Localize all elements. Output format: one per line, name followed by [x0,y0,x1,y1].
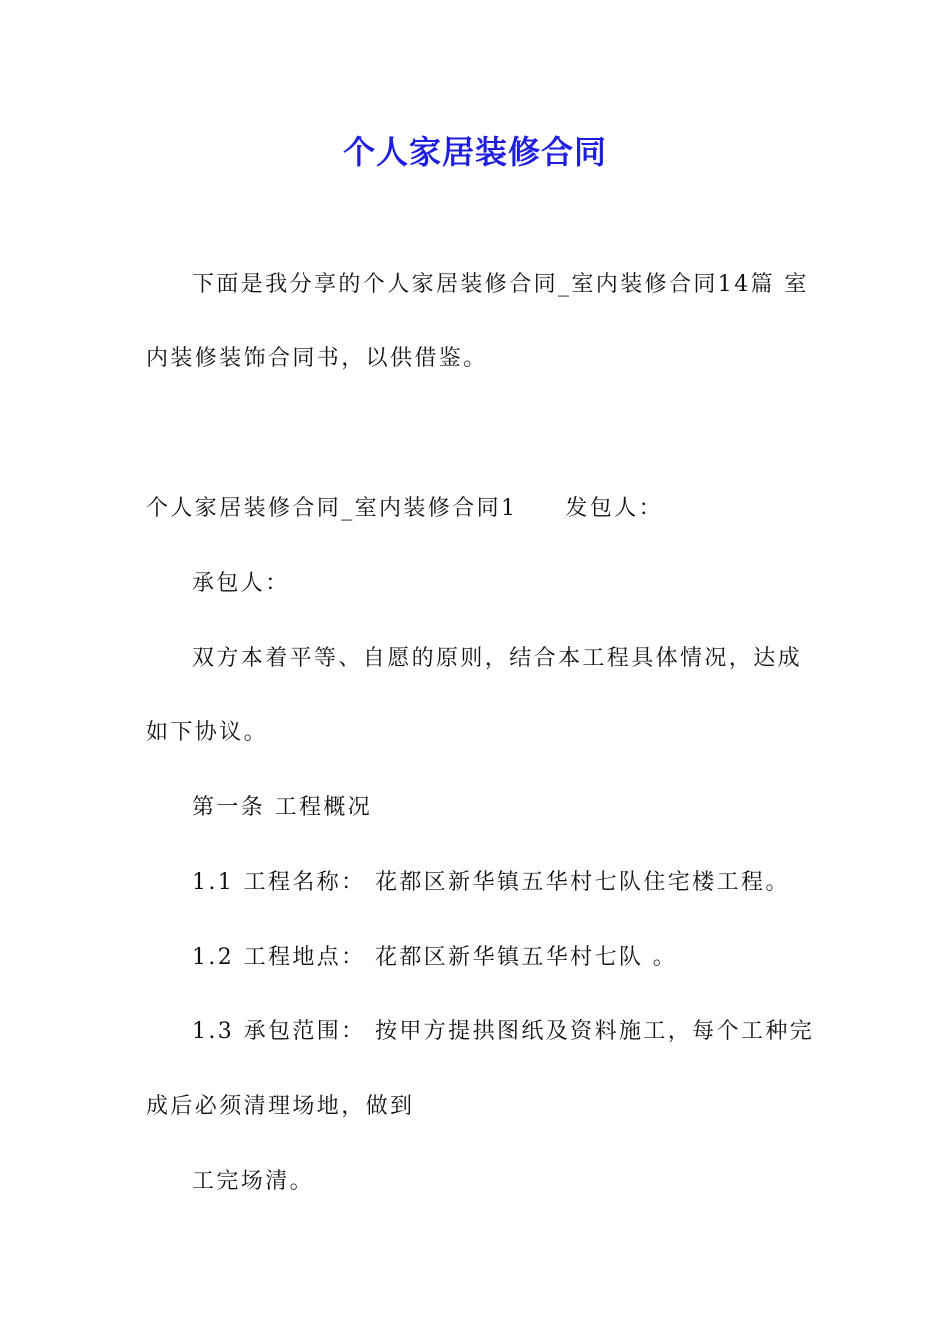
section-heading: 个人家居装修合同_室内装修合同1 [146,496,518,521]
clause-1-3-line-2: 成后必须清理场地，做到 [146,1094,415,1119]
clause-1-2: 1.2 工程地点： 花都区新华镇五华村七队 。 [192,945,678,970]
intro-paragraph-line-2: 内装修装饰合同书，以供借鉴。 [146,346,488,371]
agreement-paragraph-line-2: 如下协议。 [146,720,269,745]
clause-1-3-line-1: 1.3 承包范围： 按甲方提拱图纸及资料施工，每个工种完 [192,1019,815,1044]
clause-1-1: 1.1 工程名称： 花都区新华镇五华村七队住宅楼工程。 [192,870,790,895]
contractor-label: 承包人： [192,571,290,596]
intro-paragraph-line-1: 下面是我分享的个人家居装修合同_室内装修合同14篇 室 [192,272,809,297]
article-1-heading: 第一条 工程概况 [192,795,373,820]
section-heading-row [146,492,816,526]
document-title: 个人家居装修合同 [342,133,607,171]
agreement-paragraph-line-1: 双方本着平等、自愿的原则，结合本工程具体情况，达成 [192,646,803,671]
employer-label: 发包人： [565,496,664,521]
clause-1-3-line-3: 工完场清。 [192,1169,315,1194]
